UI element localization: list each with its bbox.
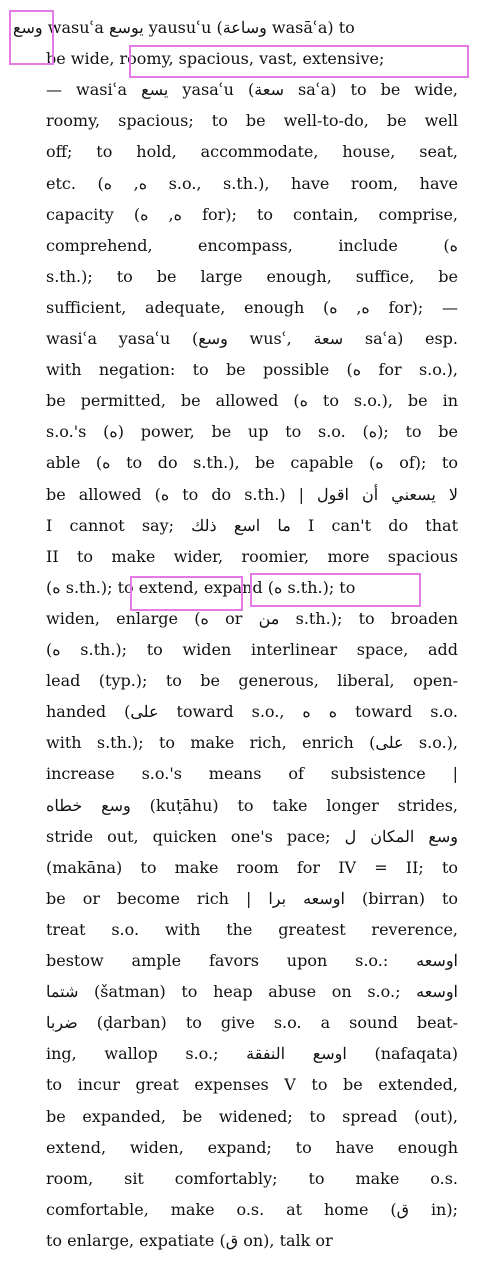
entry-line-25: increase s.o.'s means of subsistence | bbox=[46, 764, 458, 784]
entry-line-18: II to make wider, roomier, more spacious bbox=[46, 546, 458, 566]
entry-line-30: treat s.o. with the greatest reverence, bbox=[46, 919, 458, 939]
entry-line-4: roomy, spacious; to be well-to-do, be well bbox=[46, 111, 458, 131]
entry-line-36: be expanded, be widened; to spread (out), bbox=[46, 1106, 458, 1126]
entry-line-38: room, sit comfortably; to make o.s. bbox=[46, 1168, 458, 1188]
entry-line-3: — wasiʿa يسع yasaʿu (سعة saʿa) to be wide, bbox=[46, 80, 458, 100]
entry-line-27: stride out, quicken one's pace; وسع المكان ل bbox=[46, 826, 458, 846]
entry-line-15: able (ه to do s.th.), be capable (ه of); to bbox=[46, 453, 458, 473]
entry-line-35: to incur great expenses V to be extended, bbox=[46, 1075, 458, 1095]
entry-line-11: wasiʿa yasaʿu (وسع wusʿ, سعة saʿa) esp. bbox=[46, 329, 459, 348]
entry-line-28: (makāna) to make room for IV = II; to bbox=[46, 857, 458, 877]
entry-line-7: capacity (ه, ه for); to contain, comprise, bbox=[46, 204, 459, 224]
entry-line-2 bbox=[46, 43, 458, 74]
entry-line-14: s.o.'s (ه) power, be up to s.o. (ه); to be bbox=[46, 422, 458, 442]
entry-line-5: off; to hold, accommodate, house, seat, bbox=[46, 142, 458, 162]
entry-line-23: handed (على toward s.o., ه ه toward s.o. bbox=[46, 702, 458, 722]
entry-line-32: شتما (šatman) to heap abuse on s.o.; اوسعه bbox=[46, 982, 458, 1002]
entry-line-31: bestow ample favors upon s.o.: اوسعه bbox=[46, 951, 458, 970]
line-2-prefix: be wide, bbox=[46, 49, 120, 69]
entry-line-1 bbox=[13, 12, 458, 43]
line-19-prefix: (ه s.th.); bbox=[46, 577, 118, 597]
headword: وسع bbox=[13, 18, 43, 37]
entry-line-12: with negation: to be possible (ه for s.o.), bbox=[46, 360, 459, 380]
entry-line-24: with s.th.); to make rich, enrich (على s.o.), bbox=[46, 733, 458, 753]
entry-line-20: widen, enlarge (ه or من s.th.); to broaden bbox=[46, 608, 459, 628]
entry-line-19 bbox=[46, 572, 458, 603]
entry-line-40: to enlarge, expatiate (ق on), talk or bbox=[46, 1230, 333, 1250]
entry-line-9: s.th.); to be large enough, suffice, be bbox=[46, 266, 458, 286]
entry-line-34: ing, wallop s.o.; اوسع النفقة (nafaqata) bbox=[46, 1044, 458, 1064]
entry-line-10: sufficient, adequate, enough (ه, ه for); — bbox=[46, 297, 459, 317]
line-19-suffix: ; to bbox=[328, 577, 356, 597]
entry-line-17: I cannot say; ما اسع ذلك I can't do that bbox=[46, 515, 459, 535]
highlighted-to-extend: to extend, bbox=[117, 577, 199, 597]
entry-line-33: ضربا (ḍarban) to give s.o. a sound beat- bbox=[46, 1013, 458, 1033]
entry-line-21: (ه s.th.); to widen interlinear space, add bbox=[46, 640, 458, 659]
highlighted-roomy-extensive: roomy, spacious, vast, extensive; bbox=[119, 49, 385, 69]
line-1-rest: wasuʿa يوسع yausuʿu (وساعة wasāʿa) to bbox=[42, 18, 355, 37]
highlighted-expand: expand (ه s.th.) bbox=[203, 577, 329, 597]
entry-line-26: وسع خطاه (kuṭāhu) to take longer strides, bbox=[46, 795, 459, 815]
entry-line-39: comfortable, make o.s. at home (ق in); bbox=[46, 1199, 458, 1219]
entry-line-37: extend, widen, expand; to have enough bbox=[46, 1137, 458, 1157]
entry-line-29: be or become rich | اوسعه برا (birran) to bbox=[46, 888, 459, 908]
entry-line-13: be permitted, be allowed (ه to s.o.), be in bbox=[46, 391, 458, 411]
entry-line-16: be allowed (ه to do s.th.) | لا يسعني أن اقول bbox=[46, 484, 458, 504]
entry-line-8: comprehend, encompass, include (ه bbox=[46, 235, 458, 255]
entry-line-22: lead (typ.); to be generous, liberal, open- bbox=[46, 671, 458, 691]
entry-line-6: etc. (ه, ه s.o., s.th.), have room, have bbox=[46, 173, 458, 193]
